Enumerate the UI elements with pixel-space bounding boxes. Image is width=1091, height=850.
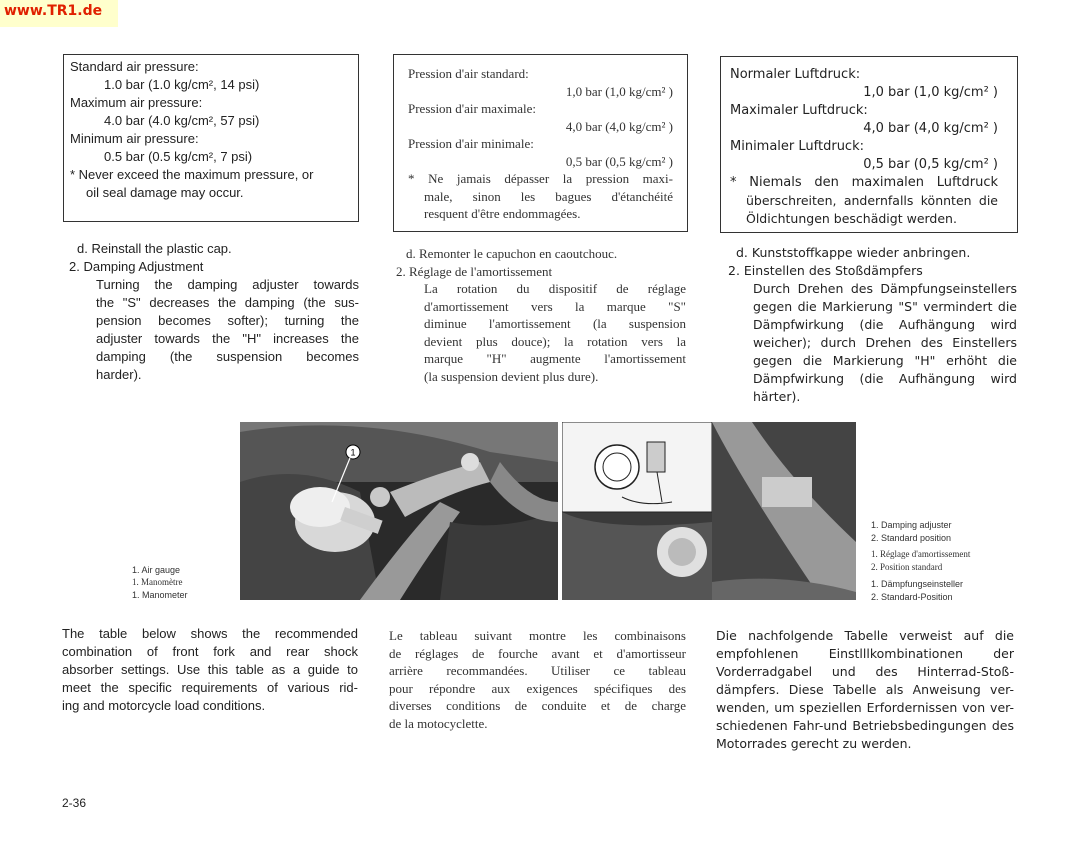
de-intro-line: Die nachfolgende Tabelle verweist auf die bbox=[716, 628, 1014, 643]
fr-intro-line: de la motocyclette. bbox=[389, 715, 488, 731]
fr-intro-line: pour répondre aux exigences spécifiques des bbox=[389, 680, 686, 696]
en-intro-line: absorber settings. Use this table as a guide to bbox=[62, 662, 358, 677]
caption-damping-adjuster-de: 1. Dämpfungseinsteller bbox=[871, 579, 964, 589]
de-step-2-line: Durch Drehen des Dämpfungseinstellers bbox=[753, 281, 1017, 296]
site-banner[interactable] bbox=[0, 0, 118, 27]
fr-min-label: Pression d'air minimale: bbox=[408, 136, 534, 151]
de-min-value: 0,5 bar (0,5 kg/cm² ) bbox=[863, 157, 998, 172]
fr-warning-line3: resquent d'être endommagées. bbox=[424, 206, 581, 221]
en-step-2-title: 2. Damping Adjustment bbox=[69, 259, 204, 274]
en-step-2-line: harder). bbox=[96, 367, 142, 382]
fr-step-2-line: (la suspension devient plus dure). bbox=[424, 368, 599, 384]
caption-standard-position-fr: 2. Position standard bbox=[871, 562, 943, 572]
de-standard-label: Normaler Luftdruck: bbox=[730, 67, 861, 82]
en-standard-value: 1.0 bar (1.0 kg/cm², 14 psi) bbox=[104, 77, 260, 92]
caption-standard-position-de: 2. Standard-Position bbox=[871, 592, 953, 602]
fr-intro-line: diverses conditions de conduite et de charge bbox=[389, 698, 686, 713]
fr-min-value: 0,5 bar (0,5 kg/cm² ) bbox=[565, 153, 673, 169]
en-step-d: d. Reinstall the plastic cap. bbox=[77, 241, 232, 256]
de-intro-line: Motorrades gerecht zu werden. bbox=[716, 736, 912, 751]
de-warning-line1: * Niemals den maximalen Luftdruck bbox=[730, 175, 998, 190]
fr-intro-line: arrière recommandées. Utiliser ce tableau bbox=[389, 663, 686, 678]
de-intro-line: dämpfers. Diese Tabelle als Anweisung ver- bbox=[716, 682, 1014, 697]
en-step-2-line: the "S" decreases the damping (the sus- bbox=[96, 295, 359, 310]
site-url[interactable]: www.TR1.de bbox=[4, 3, 103, 19]
caption-damping-adjuster-fr: 1. Réglage d'amortissement bbox=[871, 549, 971, 559]
fr-step-2-line: devient plus douce); la rotation vers la bbox=[424, 333, 686, 349]
de-pressure-box bbox=[720, 56, 1018, 233]
caption-damping-adjuster-en: 1. Damping adjuster bbox=[871, 520, 952, 530]
en-table-intro bbox=[62, 625, 358, 715]
fr-step-d: d. Remonter le capuchon en caoutchouc. bbox=[406, 246, 618, 261]
de-instructions bbox=[728, 244, 1017, 406]
de-warning-line3: Öldichtungen beschädigt werden. bbox=[746, 211, 957, 226]
de-table-intro bbox=[716, 627, 1014, 753]
en-instructions bbox=[63, 240, 359, 384]
page-number: 2-36 bbox=[62, 796, 87, 810]
damping-adjuster-photo bbox=[562, 422, 856, 600]
en-intro-line: combination of front fork and rear shock bbox=[62, 644, 358, 659]
fr-table-intro bbox=[389, 627, 686, 732]
de-step-2-line: Dämpfwirkung (die Aufhängung wird bbox=[753, 371, 1017, 386]
en-step-2-line: damping (the suspension becomes bbox=[96, 349, 359, 364]
de-step-2-line: gegen die Markierung "S" vermindert die bbox=[753, 299, 1017, 314]
en-max-label: Maximum air pressure: bbox=[70, 95, 203, 110]
caption-air-gauge-fr: 1. Manomètre bbox=[132, 577, 183, 587]
en-step-2-line: Turning the damping adjuster towards bbox=[96, 277, 359, 292]
en-step-2-line: pension becomes softer); turning the bbox=[96, 313, 359, 328]
de-intro-line: empfohlenen Einstlllkombinationen der bbox=[716, 646, 1014, 661]
en-step-2-line: adjuster towards the "H" increases the bbox=[96, 331, 359, 346]
air-gauge-callout: 1 bbox=[350, 447, 356, 458]
fr-max-value: 4,0 bar (4,0 kg/cm² ) bbox=[565, 118, 673, 134]
fr-warning-line1: * Ne jamais dépasser la pression maxi- bbox=[408, 171, 673, 186]
en-intro-line: ing and motorcycle load conditions. bbox=[62, 698, 266, 713]
fr-intro-line: Le tableau suivant montre les combinaisons bbox=[389, 628, 686, 643]
fr-intro-line: de réglages de fourche avant et d'amortisseur bbox=[389, 645, 686, 661]
de-intro-line: schiedenen Fahr-und Betriebsbedingungen des bbox=[716, 718, 1014, 733]
caption-standard-position-en: 2. Standard position bbox=[871, 533, 952, 543]
fr-instructions bbox=[396, 245, 686, 385]
de-warning-line2: überschreiten, andernfalls könnten die bbox=[746, 193, 998, 208]
en-intro-line: The table below shows the recommended bbox=[62, 626, 358, 641]
de-step-d: d. Kunststoffkappe wieder anbringen. bbox=[736, 245, 971, 260]
fr-standard-label: Pression d'air standard: bbox=[408, 66, 529, 81]
de-max-value: 4,0 bar (4,0 kg/cm² ) bbox=[863, 121, 998, 136]
de-step-2-line: Dämpfwirkung (die Aufhängung wird bbox=[753, 317, 1017, 332]
de-step-2-line: gegen die Markierung "H" erhöht die bbox=[753, 353, 1017, 368]
fr-pressure-box bbox=[393, 54, 688, 232]
damping-adjuster-illustration bbox=[562, 422, 856, 600]
fr-step-2-line: marque "H" augmente l'amortissement bbox=[424, 351, 686, 366]
fr-max-label: Pression d'air maximale: bbox=[408, 101, 536, 116]
fr-step-2-line: diminue l'amortissement (la suspension bbox=[424, 316, 686, 331]
de-standard-value: 1,0 bar (1,0 kg/cm² ) bbox=[863, 85, 998, 100]
en-max-value: 4.0 bar (4.0 kg/cm², 57 psi) bbox=[104, 113, 260, 128]
de-intro-line: Vorderradgabel und des Hinterrad-Stoß- bbox=[716, 664, 1014, 679]
en-warning-line1: * Never exceed the maximum pressure, or bbox=[70, 167, 314, 182]
fr-step-2-line: La rotation du dispositif de réglage bbox=[424, 281, 686, 296]
de-max-label: Maximaler Luftdruck: bbox=[730, 103, 868, 118]
fr-warning-line2: male, sinon les bagues d'étanchéité bbox=[424, 188, 673, 204]
fr-step-2-line: d'amortissement vers la marque "S" bbox=[424, 298, 686, 314]
fr-step-2-title: 2. Réglage de l'amortissement bbox=[396, 263, 553, 279]
air-gauge-illustration bbox=[240, 422, 558, 600]
de-step-2-line: weicher); durch Drehen des Einstellers bbox=[753, 335, 1017, 350]
de-min-label: Minimaler Luftdruck: bbox=[730, 139, 864, 154]
en-min-value: 0.5 bar (0.5 kg/cm², 7 psi) bbox=[104, 149, 253, 164]
caption-air-gauge-en: 1. Air gauge bbox=[132, 565, 181, 575]
air-gauge-photo bbox=[240, 422, 558, 600]
en-min-label: Minimum air pressure: bbox=[70, 131, 199, 146]
caption-air-gauge-de: 1. Manometer bbox=[132, 590, 188, 600]
en-standard-label: Standard air pressure: bbox=[70, 59, 199, 74]
en-warning-line2: oil seal damage may occur. bbox=[86, 185, 244, 200]
fr-standard-value: 1,0 bar (1,0 kg/cm² ) bbox=[565, 83, 673, 99]
de-step-2-title: 2. Einstellen des Stoßdämpfers bbox=[728, 263, 923, 278]
en-pressure-box bbox=[63, 54, 359, 222]
de-intro-line: wenden, um speziellen Erfordernissen von ver- bbox=[716, 700, 1014, 715]
en-intro-line: meet the specific requirements of various rid- bbox=[62, 680, 358, 695]
de-step-2-line: härter). bbox=[753, 389, 801, 404]
